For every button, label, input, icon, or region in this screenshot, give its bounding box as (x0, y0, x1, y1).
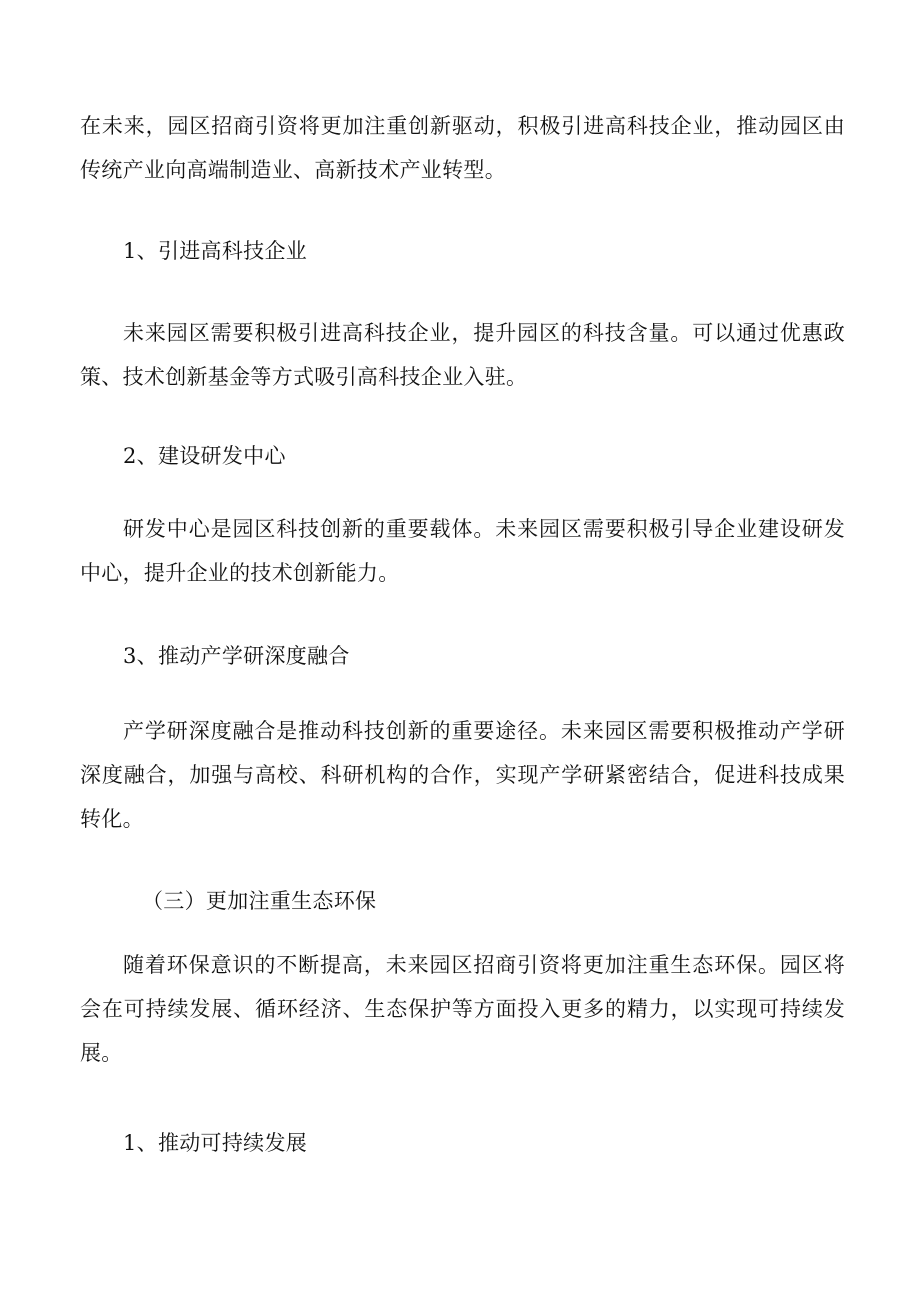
paragraph-introduce-hightech: 未来园区需要积极引进高科技企业，提升园区的科技含量。可以通过优惠政策、技术创新基金等方式吸引高科技企业入驻。 (80, 321, 845, 389)
paragraph-industry-academia: 产学研深度融合是推动科技创新的重要途径。未来园区需要积极推动产学研深度融合，加强与高校、科研机构的合作，实现产学研紧密结合，促进科技成果转化。 (80, 719, 845, 831)
paragraph-eco: 随着环保意识的不断提高，未来园区招商引资将更加注重生态环保。园区将会在可持续发展、循环经济、生态保护等方面投入更多的精力，以实现可持续发展。 (80, 953, 845, 1065)
heading-industry-academia: 3、推动产学研深度融合 (123, 644, 350, 668)
section-heading-eco: （三）更加注重生态环保 (142, 889, 377, 913)
heading-sustainable: 1、推动可持续发展 (123, 1131, 308, 1155)
heading-rd-center: 2、建设研发中心 (123, 444, 286, 468)
paragraph-innovation-intro: 在未来，园区招商引资将更加注重创新驱动，积极引进高科技企业，推动园区由传统产业向高端制造业、高新技术产业转型。 (80, 114, 845, 182)
heading-introduce-hightech: 1、引进高科技企业 (123, 239, 308, 263)
paragraph-rd-center: 研发中心是园区科技创新的重要载体。未来园区需要积极引导企业建设研发中心，提升企业的技术创新能力。 (80, 517, 845, 585)
